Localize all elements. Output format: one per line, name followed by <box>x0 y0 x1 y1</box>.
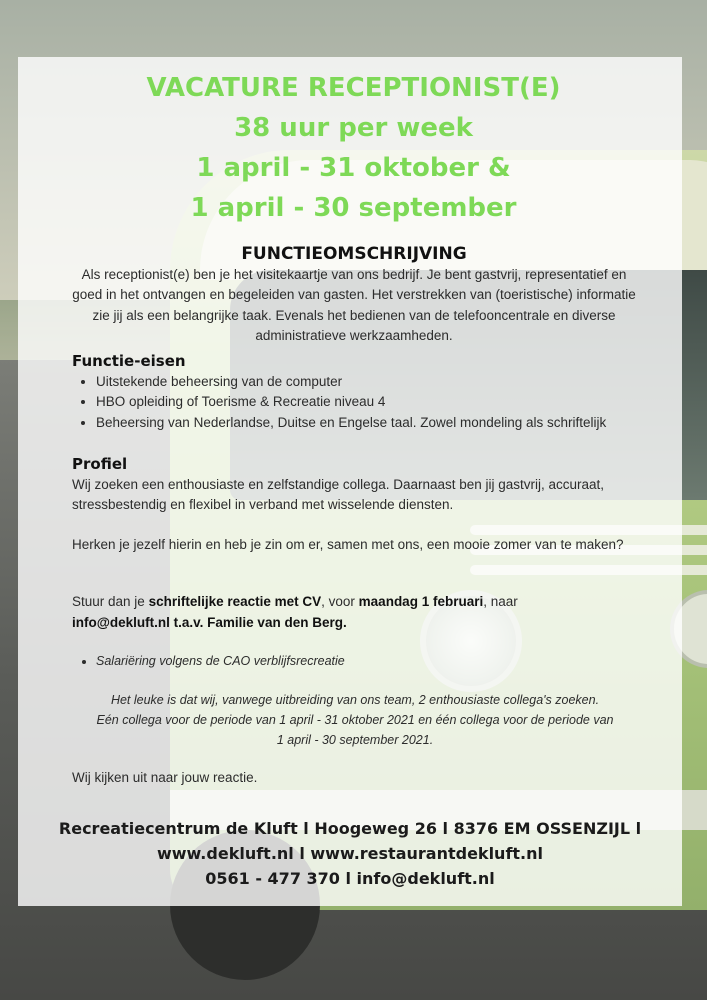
list-item: • HBO opleiding of Toerisme & Recreatie niveau 4 <box>96 392 638 413</box>
title-line-3: 1 april - 31 oktober & <box>196 153 511 183</box>
footer-contact <box>18 816 682 891</box>
apply-prefix: Stuur dan je <box>72 594 149 609</box>
title-line-4: 1 april - 30 september <box>190 193 517 223</box>
footer-websites: www.dekluft.nl l www.restaurantdekluft.nl <box>156 844 543 863</box>
footer-phone-email: 0561 - 477 370 l info@dekluft.nl <box>205 869 495 888</box>
apply-mid: , voor <box>321 594 359 609</box>
title-line-2: 38 uur per week <box>234 113 473 143</box>
title-line-1: VACATURE RECEPTIONIST(E) <box>146 73 561 103</box>
profile-heading: Profiel <box>72 455 128 473</box>
description-text: Als receptionist(e) ben je het visitekaartje van ons bedrijf. Je bent gastvrij, representatief en goed in het ontvangen en begeleiden van gasten. Het verstrekken van (toeristische) informatie zie jij als een belangrijke taak. Evenals het bedienen van de telefooncentrale en diverse administratieve werkzaamheden. <box>72 266 636 343</box>
footer-address: Recreatiecentrum de Kluft l Hoogeweg 26 l 8376 EM OSSENZIJL l <box>58 819 642 838</box>
vacancy-title <box>0 68 707 228</box>
application-instructions <box>72 592 638 633</box>
apply-deadline: maandag 1 februari <box>358 594 484 609</box>
note-line-3: 1 april - 30 september 2021. <box>276 733 434 747</box>
requirements-heading: Functie-eisen <box>72 352 186 370</box>
list-item: • Beheersing van Nederlandse, Duitse en Engelse taal. Zowel mondeling als schriftelijk <box>96 413 638 434</box>
apply-contact: info@dekluft.nl t.a.v. Familie van den Berg. <box>72 614 347 630</box>
list-item: • Salariëring volgens de CAO verblijfsrecreatie <box>96 651 638 672</box>
description-heading: FUNCTIEOMSCHRIJVING <box>241 244 467 264</box>
note-line-1: Het leuke is dat wij, vanwege uitbreiding van ons team, 2 enthousiaste collega's zoeken. <box>110 693 600 707</box>
note-section <box>40 690 670 750</box>
apply-suffix: , naar <box>483 594 518 609</box>
salary-section <box>72 651 638 672</box>
closing-text: Wij kijken uit naar jouw reactie. <box>72 770 258 785</box>
requirements-section <box>72 351 638 433</box>
profile-text: Wij zoeken een enthousiaste en zelfstandige collega. Daarnaast ben jij gastvrij, accuraat, stressbestendig en flexibel in verband met wisselende diensten. <box>72 476 605 512</box>
note-line-2: Eén collega voor de periode van 1 april - 31 oktober 2021 en één collega voor de periode van <box>96 713 614 727</box>
profile-section <box>72 454 638 516</box>
description-section <box>70 244 638 347</box>
list-item: • Uitstekende beheersing van de computer <box>96 372 638 393</box>
salary-list <box>72 651 638 672</box>
profile-question: Herken je jezelf hierin en heb je zin om er, samen met ons, een mooie zomer van te maken? <box>72 537 624 552</box>
apply-requirement: schriftelijke reactie met CV <box>148 594 322 609</box>
requirements-list <box>72 372 638 434</box>
